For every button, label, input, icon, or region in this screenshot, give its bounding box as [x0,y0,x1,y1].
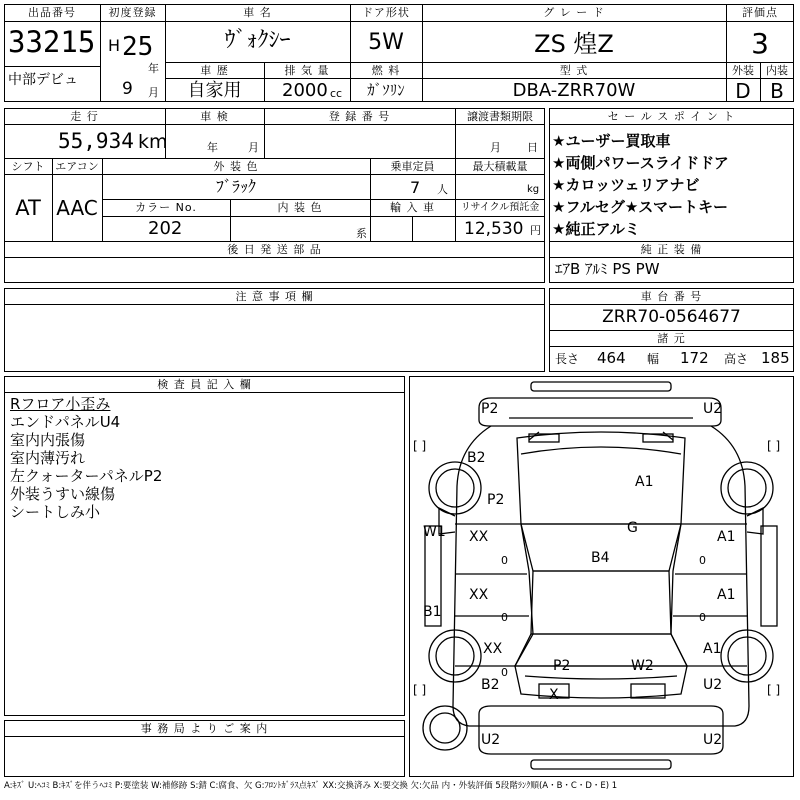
mileage-label: 走 行 [70,110,99,123]
reg-month: 9 [122,79,133,99]
door-label: ドア形状 [362,6,410,19]
mileage-unit: km [138,131,168,153]
mark-right-rear-lower: U2 [703,677,723,693]
grade-label: グ レ ー ド [543,6,605,19]
length: 464 [597,349,626,367]
office-label: 事 務 局 よ り ご 案 内 [140,722,269,735]
sales-point-3: ★カロッツェリアナビ [552,176,700,194]
fuel-label: 燃 料 [371,64,401,77]
load-unit: kg [527,184,540,195]
mark-left-rear-lower: B2 [481,677,500,693]
height: 185 [761,349,790,367]
sales-point-5: ★純正アルミ [552,220,640,238]
history: 自家用 [187,80,242,101]
lot-number: 33215 [8,25,96,59]
import-label: 輸 入 車 [390,201,435,214]
mark-left-front-door-area: P2 [487,492,505,508]
equipment-value: ｴｱB ｱﾙﾐ PS PW [555,260,660,278]
transfer-month-unit: 月 [490,141,501,154]
mark-front-right: U2 [703,401,723,417]
car-name: ｳﾞｫｸｼｰ [224,28,291,53]
displacement-unit: cc [330,87,343,100]
inspector-label: 検 査 員 記 入 欄 [157,378,252,391]
door-type: 5W [368,30,404,55]
displacement-label: 排 気 量 [284,64,330,77]
length-label: 長さ [555,352,580,366]
color-no: 202 [148,218,183,239]
lot-label: 出品番号 [28,6,76,19]
ac-label: エアコン [55,160,99,173]
mark-left-sill: B1 [423,604,442,620]
plate-label: 登 録 番 号 [328,110,391,123]
color-no-label: カラー No. [135,201,197,214]
mark-left-front-fender: B2 [467,450,486,466]
mark-left-front-door-zero: 0 [501,554,508,567]
displacement: 2000 [282,80,328,101]
mark-rear-x: X [549,687,559,703]
shift: AT [15,196,41,220]
interior-color-unit: 系 [356,227,367,240]
mark-right-front-door-zero: 0 [699,554,706,567]
score: 3 [751,27,769,60]
fuel: ｶﾞｿﾘﾝ [367,81,405,99]
capacity: 7 [410,178,421,197]
inspector-line-3: 室内内張傷 [10,431,86,449]
color: ﾌﾞﾗｯｸ [215,177,256,196]
load-label: 最大積載量 [472,160,528,173]
shift-label: シフト [11,160,45,173]
sales-point-1: ★ユーザー買取車 [552,132,671,150]
car-name-label: 車 名 [243,6,272,19]
mark-left-quarter-zero: 0 [501,666,508,679]
era: H [108,36,121,55]
bracket-right-bottom: [ ] [767,683,781,697]
mark-right-front-door: A1 [717,529,736,545]
mark-left-front-door: XX [469,529,489,545]
interior-label: 内装 [766,64,788,77]
chassis-number: ZRR70-0564677 [602,307,741,327]
model-year-note: 中部デビュ [8,72,78,88]
grade: ZS 煌Z [534,30,614,58]
car-diagram [409,376,794,777]
transfer-day-unit: 日 [527,141,538,154]
inspection-year-unit: 年 [207,141,218,154]
mark-right-rear-door: A1 [717,587,736,603]
bracket-right-top: [ ] [767,439,781,453]
mark-rear-bumper-right: U2 [703,732,723,748]
bracket-left-top: [ ] [413,439,427,453]
exterior-grade: D [735,79,751,103]
ac: AAC [56,196,98,220]
month-unit: 月 [148,86,159,99]
sales-points-label: セ ー ル ス ポ イ ン ト [607,110,736,123]
interior-color-label: 内 装 色 [277,201,323,214]
mark-windshield: G [627,520,638,536]
mark-left-pillar: W1 [423,524,446,540]
mark-hood: A1 [635,474,654,490]
inspector-line-5: 左クォーターパネルP2 [10,467,163,485]
model-code-label: 型 式 [559,64,589,77]
inspection-label: 車 検 [200,110,229,123]
year-unit: 年 [148,62,159,75]
sales-point-4: ★フルセグ★スマートキー [552,198,728,216]
inspector-line-7: シートしみ小 [10,503,101,521]
score-label: 評価点 [742,6,778,19]
mark-left-rear-door-zero: 0 [501,611,508,624]
inspector-line-1: Rフロア小歪み [10,395,111,413]
mileage: 55,934 [58,129,134,153]
first-reg-label: 初度登録 [108,6,157,19]
later-parts-label: 後 日 発 送 部 品 [227,243,322,256]
capacity-label: 乗車定員 [390,160,435,173]
inspector-line-2: エンドパネルU4 [10,413,121,431]
inspector-line-6: 外装うすい線傷 [10,485,116,503]
equipment-label: 純 正 装 備 [640,243,703,256]
recycle-label: リサイクル預託金 [460,202,540,213]
sales-point-2: ★両側パワースライドドア [552,154,729,172]
bracket-left-bottom: [ ] [413,683,427,697]
inspector-line-4: 室内薄汚れ [10,449,86,467]
transfer-label: 譲渡書類期限 [467,110,533,123]
exterior-label: 外装 [732,64,754,77]
reg-year: 25 [122,32,154,62]
mark-front-left: P2 [481,401,499,417]
mark-right-rear-door-zero: 0 [699,611,706,624]
mark-rear-left: P2 [553,658,571,674]
model-code: DBA-ZRR70W [512,80,636,101]
recycle-unit: 円 [530,224,541,237]
dims-label: 諸 元 [657,332,686,345]
mark-rear-bumper-left: U2 [481,732,501,748]
width-label: 幅 [647,352,660,366]
mark-right-quarter: A1 [703,641,722,657]
mark-rear-glass: W2 [631,658,654,674]
notes-label: 注 意 事 項 欄 [235,290,314,303]
mark-left-quarter: XX [483,641,503,657]
capacity-unit: 人 [437,183,448,196]
chassis-label: 車 台 番 号 [640,290,703,303]
history-label: 車 歴 [200,64,229,77]
width: 172 [680,349,709,367]
mark-left-rear-door: XX [469,587,489,603]
legend: A:ｷｽﾞ U:ﾍｺﾐ B:ｷｽﾞを伴うﾍｺﾐ P:要塗装 W:補修跡 S:錆 C:腐食、欠 G:ﾌﾛﾝﾄｶﾞﾗｽ点ｷｽﾞ XX:交換済み X:要交換 欠:欠品 内・外装評価 5段階ﾗﾝｸ順(A・B・C・D・E) 1 [4,781,618,791]
height-label: 高さ [724,352,749,366]
interior-grade: B [770,79,784,103]
color-label: 外 装 色 [213,160,259,173]
inspection-month-unit: 月 [248,141,259,154]
mark-roof: B4 [591,550,610,566]
recycle-amount: 12,530 [464,219,524,239]
